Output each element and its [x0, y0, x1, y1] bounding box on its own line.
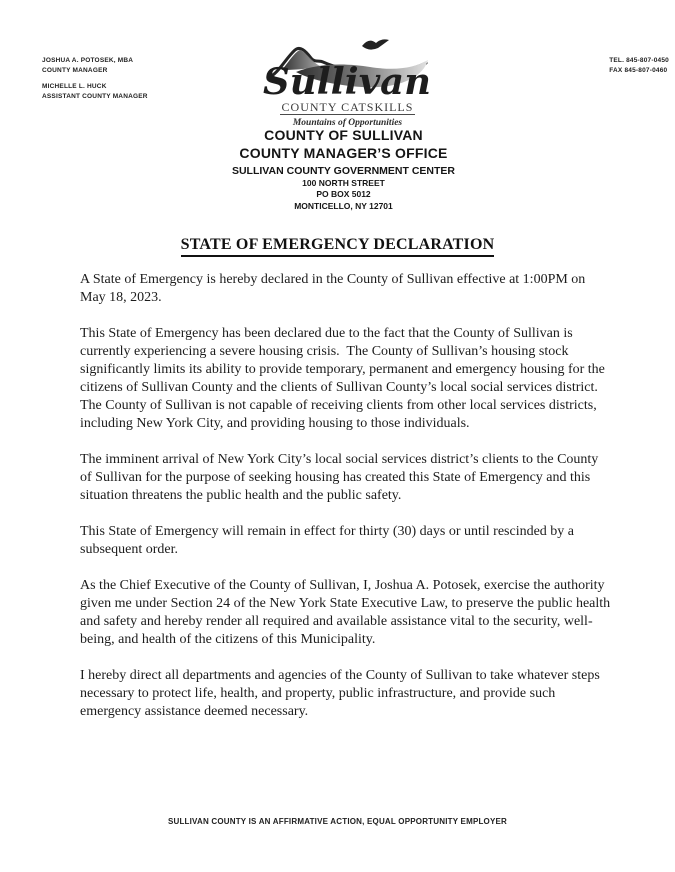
- official-group: [42, 82, 148, 101]
- logo-wordmark: Sullivan: [262, 61, 431, 98]
- document-title: STATE OF EMERGENCY DECLARATION: [181, 236, 495, 257]
- paragraph: The imminent arrival of New York City’s local social services district’s clients to the County of Sullivan for the purpose of seeking housing has created this State of Emergency and this situation threatens the public health and the public safety.: [80, 452, 602, 503]
- official-name: MICHELLE L. HUCK: [42, 83, 107, 90]
- bird-icon: [362, 39, 389, 49]
- mountains-graphic: [262, 36, 434, 98]
- paragraph: This State of Emergency has been declared due to the fact that the County of Sullivan is currently experiencing a severe housing crisis. The County of Sullivan’s housing stock significantly limits its ability to provide temporary, permanent and emergency housing for the citizens of Sullivan County and the clients of Sullivan County’s local social services district. The County of Sullivan is not capable of receiving clients from other local services districts, including New York City, and providing housing to those individuals.: [80, 326, 609, 431]
- fax-line: FAX 845-807-0460: [609, 66, 668, 74]
- logo-subtitle: COUNTY CATSKILLS: [281, 100, 414, 114]
- logo-tagline: Mountains of Opportunities: [292, 118, 403, 128]
- letterhead-street: 100 NORTH STREET: [302, 178, 385, 188]
- official-title: ASSISTANT COUNTY MANAGER: [42, 92, 148, 100]
- paragraph: I hereby direct all departments and agencies of the County of Sullivan to take whatever steps necessary to protect life, health, and property, public infrastructure, and provide such emergency assistance deemed necessary.: [80, 668, 604, 719]
- letterhead-org: COUNTY OF SULLIVAN: [264, 127, 423, 143]
- letterhead: [0, 127, 675, 212]
- footer-text: SULLIVAN COUNTY IS AN AFFIRMATIVE ACTION, EQUAL OPPORTUNITY EMPLOYER: [167, 817, 508, 826]
- tel-line: TEL. 845-807-0450: [609, 57, 669, 64]
- letterhead-city: MONTICELLO, NY 12701: [294, 200, 393, 211]
- officials-block: [42, 56, 148, 108]
- letterhead-pobox: PO BOX 5012: [316, 189, 371, 200]
- letterhead-building: SULLIVAN COUNTY GOVERNMENT CENTER: [231, 165, 456, 177]
- paragraph: A State of Emergency is hereby declared in the County of Sullivan effective at 1:00PM on May 18, 2023.: [80, 272, 589, 305]
- county-logo: [258, 36, 438, 129]
- contact-block: [609, 56, 669, 75]
- document-body: [80, 271, 612, 739]
- paragraph: As the Chief Executive of the County of Sullivan, I, Joshua A. Potosek, exercise the authority given me under Section 24 of the New York State Executive Law, to preserve the public health and safety and hereby render all required and available assistance vital to the security, well-being, and health of the citizens of this Municipality.: [80, 578, 614, 647]
- official-title: COUNTY MANAGER: [42, 66, 108, 74]
- official-name: JOSHUA A. POTOSEK, MBA: [42, 57, 134, 64]
- paragraph: This State of Emergency will remain in effect for thirty (30) days or until rescinded by a subsequent order.: [80, 524, 578, 557]
- title-row: [0, 236, 675, 257]
- official-group: [42, 56, 148, 75]
- letterhead-office: COUNTY MANAGER’S OFFICE: [239, 144, 448, 161]
